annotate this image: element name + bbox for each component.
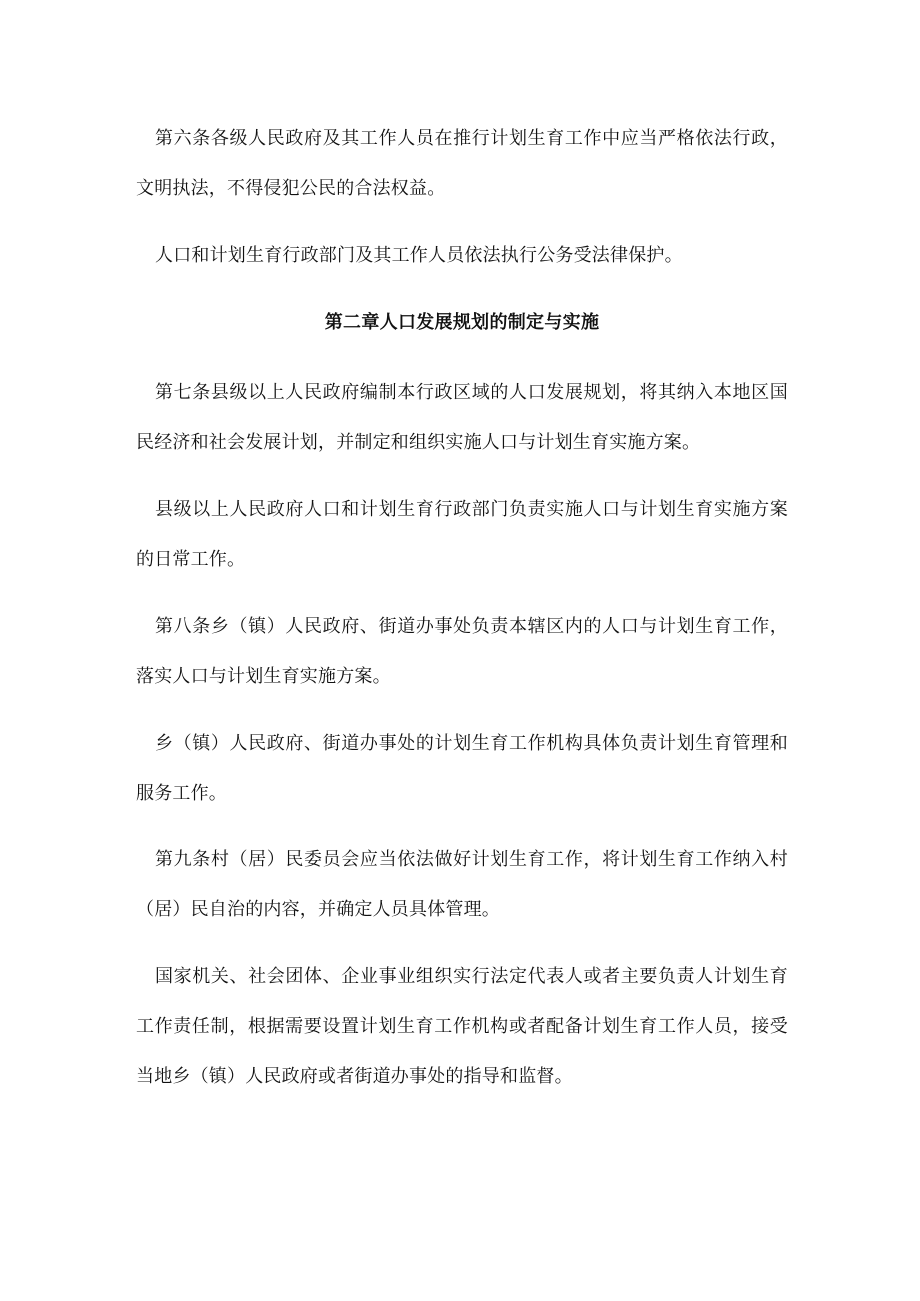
chapter-heading: 第二章人口发展规划的制定与实施: [324, 312, 600, 333]
paragraph-article-6: 第六条各级人民政府及其工作人员在推行计划生育工作中应当严格依法行政，文明执法，不得侵犯公民的合法权益。: [136, 128, 788, 199]
paragraph-township-agency: 乡（镇）人民政府、街道办事处的计划生育工作机构具体负责计划生育管理和服务工作。: [136, 733, 788, 804]
paragraph-law-protection: 人口和计划生育行政部门及其工作人员依法执行公务受法律保护。: [155, 245, 683, 266]
paragraph-organizations: 国家机关、社会团体、企业事业组织实行法定代表人或者主要负责人计划生育工作责任制，根据需要设置计划生育工作机构或者配备计划生育工作人员，接受当地乡（镇）人民政府或者街道办事处的指导和监督。: [136, 966, 788, 1087]
paragraph-article-7: 第七条县级以上人民政府编制本行政区域的人口发展规划，将其纳入本地区国民经济和社会发展计划，并制定和组织实施人口与计划生育实施方案。: [136, 382, 788, 453]
paragraph-daily-work: 县级以上人民政府人口和计划生育行政部门负责实施人口与计划生育实施方案的日常工作。: [136, 499, 788, 570]
paragraph-article-9: 第九条村（居）民委员会应当依法做好计划生育工作，将计划生育工作纳入村（居）民自治的内容，并确定人员具体管理。: [136, 849, 788, 920]
paragraph-article-8: 第八条乡（镇）人民政府、街道办事处负责本辖区内的人口与计划生育工作，落实人口与计划生育实施方案。: [136, 616, 788, 687]
